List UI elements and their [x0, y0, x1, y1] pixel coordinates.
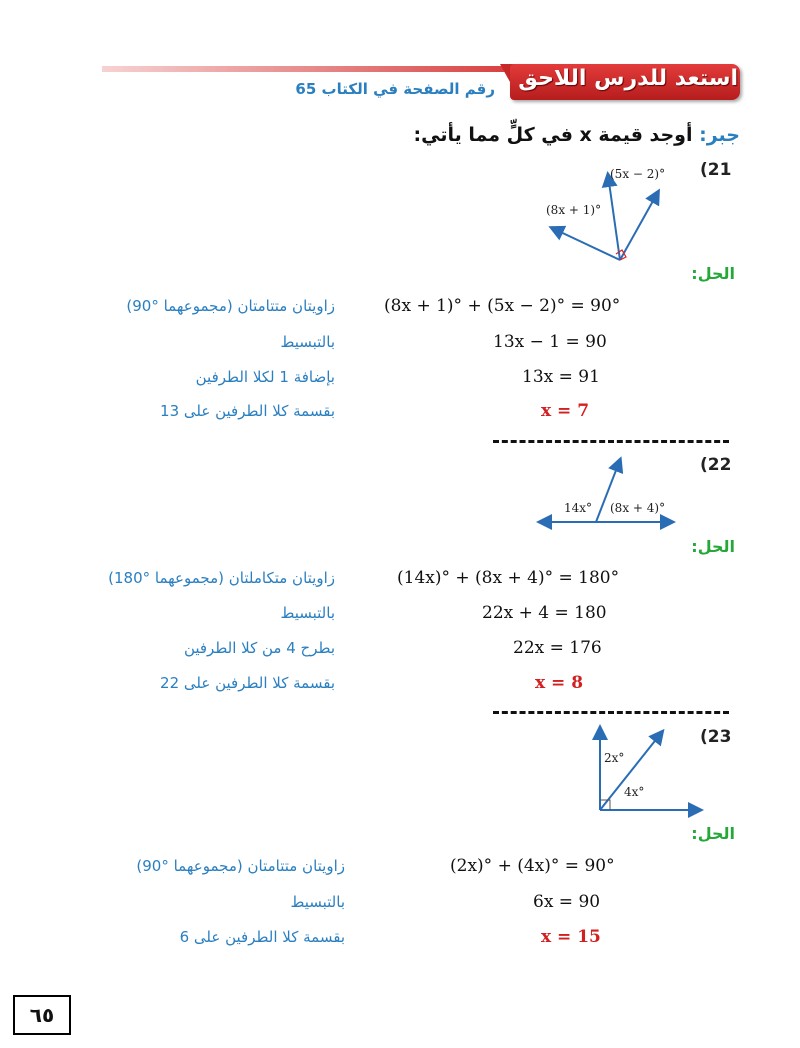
book-page-reference: رقم الصفحة في الكتاب 65	[295, 80, 495, 98]
step-note: بقسمة كلا الطرفين على 13	[160, 402, 335, 420]
step-note: بقسمة كلا الطرفين على 22	[160, 674, 335, 692]
separator	[493, 440, 729, 443]
problem-number: (21	[700, 160, 732, 180]
answer: x = 7	[541, 401, 590, 421]
figure-21-label-1: (5x − 2)°	[610, 167, 666, 181]
step-note: بطرح 4 من كلا الطرفين	[183, 639, 335, 657]
separator	[493, 711, 729, 714]
page-number: ٦٥	[13, 995, 71, 1035]
figure-21-label-2: (8x + 1)°	[546, 203, 602, 217]
step-note: بقسمة كلا الطرفين على 6	[179, 928, 345, 946]
header-gradient-bar	[102, 66, 522, 72]
equation-step: 13x − 1 = 90	[493, 332, 607, 352]
header-title: استعد للدرس اللاحق	[518, 66, 738, 91]
instruction-label: جبر:	[699, 124, 740, 146]
solution-label: الحل:	[691, 537, 735, 556]
figure-22-label-2: (8x + 4)°	[610, 501, 666, 515]
step-note: زاويتان متتامتان (مجموعهما °90)	[126, 297, 335, 315]
instruction	[414, 124, 740, 146]
figure-23	[590, 720, 710, 820]
instruction-text: أوجد قيمة x في كلٍّ مما يأتي:	[413, 124, 693, 146]
step-note: بالتبسيط	[290, 893, 345, 911]
figure-23-label-2: 4x°	[624, 785, 645, 799]
figure-22-label-1: 14x°	[564, 501, 593, 515]
answer: x = 8	[535, 673, 584, 693]
problem-number: (23	[700, 727, 732, 747]
step-note: بإضافة 1 لكلا الطرفين	[195, 368, 335, 386]
figure-23-label-1: 2x°	[604, 751, 625, 765]
equation-step: 22x + 4 = 180	[482, 603, 607, 623]
equation-step: (2x)° + (4x)° = 90°	[450, 856, 615, 876]
equation-step: 6x = 90	[533, 892, 601, 912]
step-note: زاويتان متتامتان (مجموعهما °90)	[136, 857, 345, 875]
problem-number: (22	[700, 455, 732, 475]
solution-label: الحل:	[691, 264, 735, 283]
figure-22	[532, 452, 682, 532]
equation-step: (14x)° + (8x + 4)° = 180°	[397, 568, 620, 588]
solution-label: الحل:	[691, 824, 735, 843]
step-note: بالتبسيط	[280, 604, 335, 622]
equation-step: (8x + 1)° + (5x − 2)° = 90°	[384, 296, 621, 316]
figure-21	[540, 160, 680, 272]
step-note: بالتبسيط	[280, 333, 335, 351]
answer: x = 15	[541, 927, 601, 947]
step-note: زاويتان متكاملتان (مجموعهما °180)	[108, 569, 335, 587]
equation-step: 22x = 176	[513, 638, 602, 658]
equation-step: 13x = 91	[522, 367, 600, 387]
